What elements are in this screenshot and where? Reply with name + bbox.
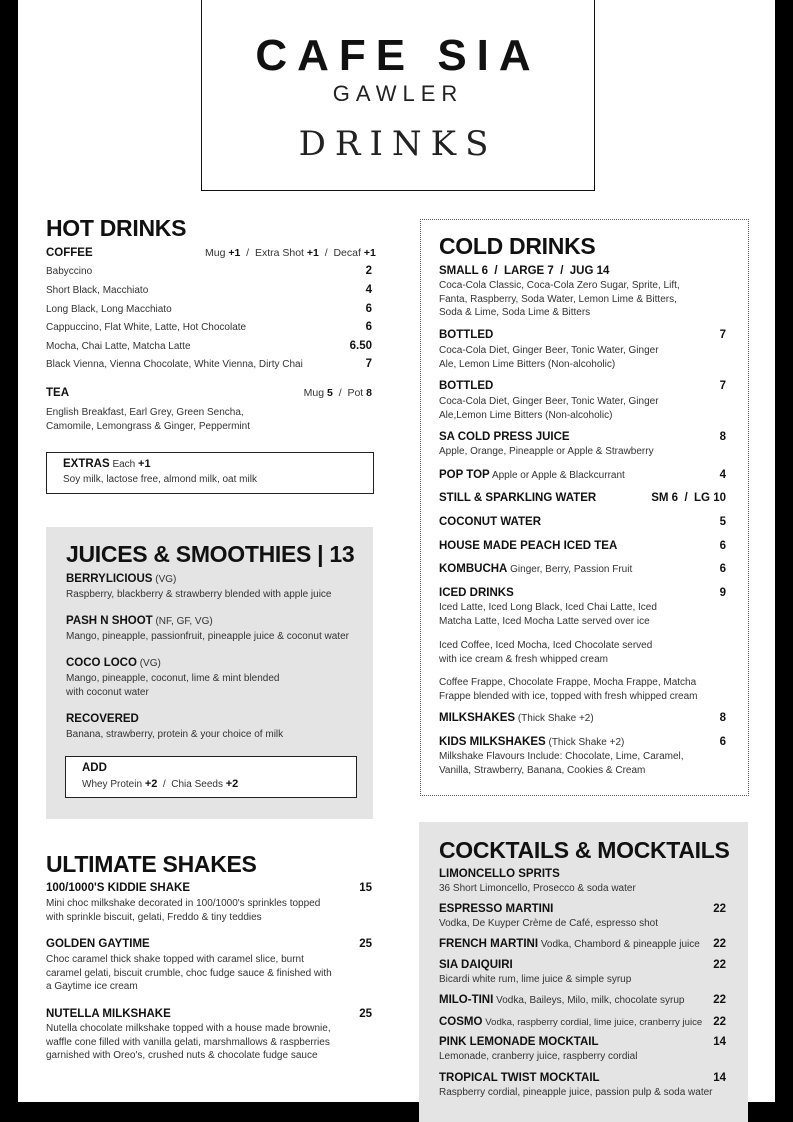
coffee-item-name: Short Black, Macchiato	[46, 285, 149, 296]
cocktail-name: SIA DAIQUIRI	[439, 959, 513, 971]
mocktail-price: 14	[713, 1036, 726, 1048]
shake-item-name: GOLDEN GAYTIME	[46, 938, 150, 950]
milkshakes-item: MILKSHAKES (Thick Shake +2)	[439, 712, 594, 724]
mocktail-name: TROPICAL TWIST MOCKTAIL	[439, 1072, 600, 1084]
juice-item-heading: PASH N SHOOT (NF, GF, VG)	[66, 615, 213, 627]
shake-item-name: 100/1000'S KIDDIE SHAKE	[46, 882, 190, 894]
mocktail-description: Lemonade, cranberry juice, raspberry cordial	[439, 1051, 638, 1062]
cocktail-item: MILO-TINI Vodka, Baileys, Milo, milk, chocolate syrup	[439, 994, 685, 1006]
mocktail-name: PINK LEMONADE MOCKTAIL	[439, 1036, 599, 1048]
cafe-name: CAFE SIA	[255, 31, 541, 80]
soft-drink-sizes: SMALL 6 / LARGE 7 / JUG 14	[439, 265, 610, 277]
add-heading: ADD	[82, 762, 107, 774]
extras-heading: EXTRAS Each +1	[63, 458, 151, 470]
cold-drinks-title: COLD DRINKS	[439, 233, 596, 259]
coffee-item-price: 4	[365, 284, 372, 296]
water-price: SM 6 / LG 10	[651, 492, 726, 504]
bottled-description: Coca-Cola Diet, Ginger Beer, Tonic Water, Ginger Ale,Lemon Lime Bitters (Non-alcoholic)	[439, 396, 659, 421]
juice-name: SA COLD PRESS JUICE	[439, 431, 570, 443]
kombucha-price: 6	[719, 563, 726, 575]
shake-item-name: NUTELLA MILKSHAKE	[46, 1008, 171, 1020]
juice-description: Apple, Orange, Pineapple or Apple & Strawberry	[439, 446, 654, 457]
kombucha-item: KOMBUCHA Ginger, Berry, Passion Fruit	[439, 563, 633, 575]
brand-header	[201, 0, 595, 191]
coffee-item-price: 6	[365, 321, 372, 333]
cafe-location: GAWLER	[332, 81, 464, 106]
juice-item-heading: BERRYLICIOUS (VG)	[66, 573, 177, 585]
tea-label: TEA	[46, 387, 69, 399]
coffee-addons: Mug +1 / Extra Shot +1 / Decaf +1	[205, 247, 376, 259]
juice-item-heading: COCO LOCO (VG)	[66, 657, 161, 669]
mocktail-price: 14	[713, 1072, 726, 1084]
extras-description: Soy milk, lactose free, almond milk, oat milk	[63, 474, 257, 485]
shakes-title: ULTIMATE SHAKES	[46, 851, 257, 877]
iced-drinks-description: Coffee Frappe, Chocolate Frappe, Mocha Frappe, Matcha Frappe blended with ice, topped with fresh whipped cream	[439, 677, 698, 702]
kids-milkshakes-item: KIDS MILKSHAKES (Thick Shake +2)	[439, 736, 625, 748]
tea-prices: Mug 5 / Pot 8	[303, 387, 372, 399]
iced-drinks-price: 9	[719, 587, 726, 599]
coffee-item-name: Mocha, Chai Latte, Matcha Latte	[46, 341, 191, 352]
milkshakes-price: 8	[719, 712, 726, 724]
bottled-description: Coca-Cola Diet, Ginger Beer, Tonic Water, Ginger Ale, Lemon Lime Bitters (Non-alcoholic)	[439, 345, 659, 370]
mocktail-description: Raspberry cordial, pineapple juice, passion pulp & soda water	[439, 1087, 713, 1098]
shake-item-description: Mini choc milkshake decorated in 100/1000's sprinkles topped with sprinkle biscuit, gelati, Freddo & tiny teddies	[46, 898, 321, 923]
cocktail-description: Bicardi white rum, lime juice & simple syrup	[439, 974, 632, 985]
coffee-label: COFFEE	[46, 247, 93, 259]
coffee-item-price: 6	[365, 303, 372, 315]
cocktail-name: LIMONCELLO SPRITS	[439, 868, 560, 880]
kids-milkshakes-description: Milkshake Flavours Include: Chocolate, Lime, Caramel, Vanilla, Strawberry, Banana, Cookies & Cream	[439, 751, 684, 776]
juice-item-heading: RECOVERED	[66, 713, 139, 725]
extras-box	[46, 452, 374, 494]
bottled-name: BOTTLED	[439, 380, 494, 392]
pop-top-price: 4	[719, 469, 726, 481]
cocktail-price: 22	[713, 903, 726, 915]
juice-item-description: Raspberry, blackberry & strawberry blended with apple juice	[66, 589, 332, 600]
shake-item-price: 25	[359, 1008, 372, 1020]
cocktail-price: 22	[713, 938, 726, 950]
cocktail-name: ESPRESSO MARTINI	[439, 903, 554, 915]
add-box	[65, 756, 357, 798]
bottled-name: BOTTLED	[439, 329, 494, 341]
coconut-water-name: COCONUT WATER	[439, 516, 542, 528]
juice-price: 8	[719, 431, 726, 443]
coffee-item-name: Black Vienna, Vienna Chocolate, White Vienna, Dirty Chai	[46, 359, 303, 370]
peach-tea-name: HOUSE MADE PEACH ICED TEA	[439, 540, 618, 552]
menu-title: DRINKS	[298, 124, 498, 164]
cocktail-item: COSMO Vodka, raspberry cordial, lime juice, cranberry juice	[439, 1016, 703, 1028]
cocktail-description: 36 Short Limoncello, Prosecco & soda water	[439, 883, 636, 894]
hot-drinks-title: HOT DRINKS	[46, 215, 187, 241]
peach-tea-price: 6	[719, 540, 726, 552]
coffee-item-name: Long Black, Long Macchiato	[46, 304, 172, 315]
cocktail-price: 22	[713, 994, 726, 1006]
coffee-item-price: 6.50	[349, 340, 372, 352]
tea-description: English Breakfast, Earl Grey, Green Sencha, Camomile, Lemongrass & Ginger, Peppermint	[46, 407, 250, 432]
cocktails-title: COCKTAILS & MOCKTAILS	[439, 837, 730, 863]
bottled-price: 7	[719, 329, 726, 341]
cocktail-description: Vodka, De Kuyper Crème de Café, espresso shot	[439, 918, 659, 929]
water-name: STILL & SPARKLING WATER	[439, 492, 597, 504]
iced-drinks-description: Iced Latte, Iced Long Black, Iced Chai Latte, Iced Matcha Latte, Iced Mocha Latte served over ice	[439, 602, 657, 627]
shake-item-description: Nutella chocolate milkshake topped with a house made brownie, waffle cone filled with vanilla gelati, marshmallows & raspberries garnished with Oreo's, crushed nuts & chocolate fudge sauce	[46, 1023, 331, 1061]
coconut-water-price: 5	[719, 516, 726, 528]
juice-item-description: Mango, pineapple, coconut, lime & mint blended with coconut water	[66, 673, 280, 698]
shake-item-price: 15	[359, 882, 372, 894]
coffee-item-name: Babyccino	[46, 266, 93, 277]
juice-item-description: Mango, pineapple, passionfruit, pineapple juice & coconut water	[66, 631, 349, 642]
iced-drinks-description: Iced Coffee, Iced Mocha, Iced Chocolate served with ice cream & fresh whipped cream	[439, 640, 653, 665]
shake-item-price: 25	[359, 938, 372, 950]
pop-top-item: POP TOP Apple or Apple & Blackcurrant	[439, 469, 625, 481]
juices-title: JUICES & SMOOTHIES | 13	[66, 541, 355, 567]
cocktail-price: 22	[713, 1016, 726, 1028]
bottled-price: 7	[719, 380, 726, 392]
coffee-item-price: 7	[365, 358, 372, 370]
juice-item-description: Banana, strawberry, protein & your choice of milk	[66, 729, 284, 740]
cocktail-price: 22	[713, 959, 726, 971]
iced-drinks-name: ICED DRINKS	[439, 587, 514, 599]
kids-milkshakes-price: 6	[719, 736, 726, 748]
coffee-item-name: Cappuccino, Flat White, Latte, Hot Chocolate	[46, 322, 247, 333]
shake-item-description: Choc caramel thick shake topped with caramel slice, burnt caramel gelati, biscuit crumble, choc fudge sauce & finished with a Gaytime ice cream	[46, 954, 332, 992]
cocktail-item: FRENCH MARTINI Vodka, Chambord & pineapple juice	[439, 938, 700, 950]
soft-drink-list: Coca-Cola Classic, Coca-Cola Zero Sugar, Sprite, Lift, Fanta, Raspberry, Soda Water, Lemon Lime & Bitters, Soda & Lime, Soda Lime & Bitters	[439, 280, 680, 318]
coffee-item-price: 2	[365, 265, 372, 277]
add-options: Whey Protein +2 / Chia Seeds +2	[82, 778, 239, 790]
